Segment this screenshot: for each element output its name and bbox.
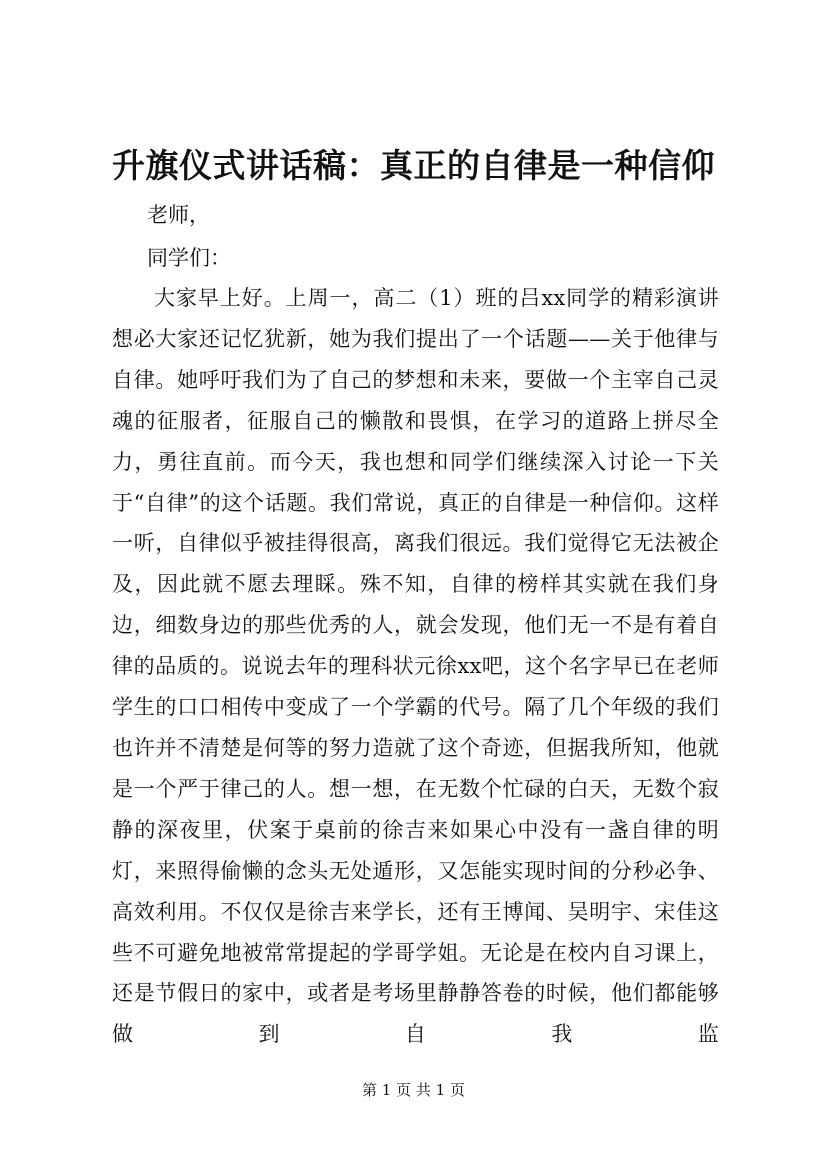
body-paragraph: 大家早上好。上周一，高二（1）班的吕xx同学的精彩演讲想必大家还记忆犹新，她为我们提出了一个话题——关于他律与自律。她呼吁我们为了自己的梦想和未来，要做一个主宰自己灵魂的征服者，征服自己的懒散和畏惧，在学习的道路上拼尽全力，勇往直前。而今天，我也想和同学们继续深入讨论一下关于“自律”的这个话题。我们常说，真正的自律是一种信仰。这样一听，自律似乎被挂得很高，离我们很远。我们觉得它无法被企及，因此就不愿去理睬。殊不知，自律的榜样其实就在我们身边，细数身边的那些优秀的人，就会发现，他们无一不是有着自律的品质的。说说去年的理科状元徐xx吧，这个名字早已在老师学生的口口相传中变成了一个学霸的代号。隔了几个年级的我们也许并不清楚是何等的努力造就了这个奇迹，但据我所知，他就是一个严于律己的人。想一想，在无数个忙碌的白天，无数个寂静的深夜里，伏案于桌前的徐吉来如果心中没有一盏自律的明灯，来照得偷懒的念头无处遁形，又怎能实现时间的分秒必争、高效利用。不仅仅是徐吉来学长，还有王博闻、吴明宇、宋佳这些不可避免地被常常提起的学哥学姐。无论是在校内自习课上，还是节假日的家中，或者是考场里静静答卷的时候，他们都能够做到自我监 xyxy=(112,286,719,1047)
salutation-teachers: 老师， xyxy=(147,203,210,227)
page-footer: 第 1 页 共 1 页 xyxy=(362,1081,465,1099)
document-title: 升旗仪式讲话稿：真正的自律是一种信仰 xyxy=(112,146,715,185)
salutation-students: 同学们： xyxy=(147,246,231,270)
